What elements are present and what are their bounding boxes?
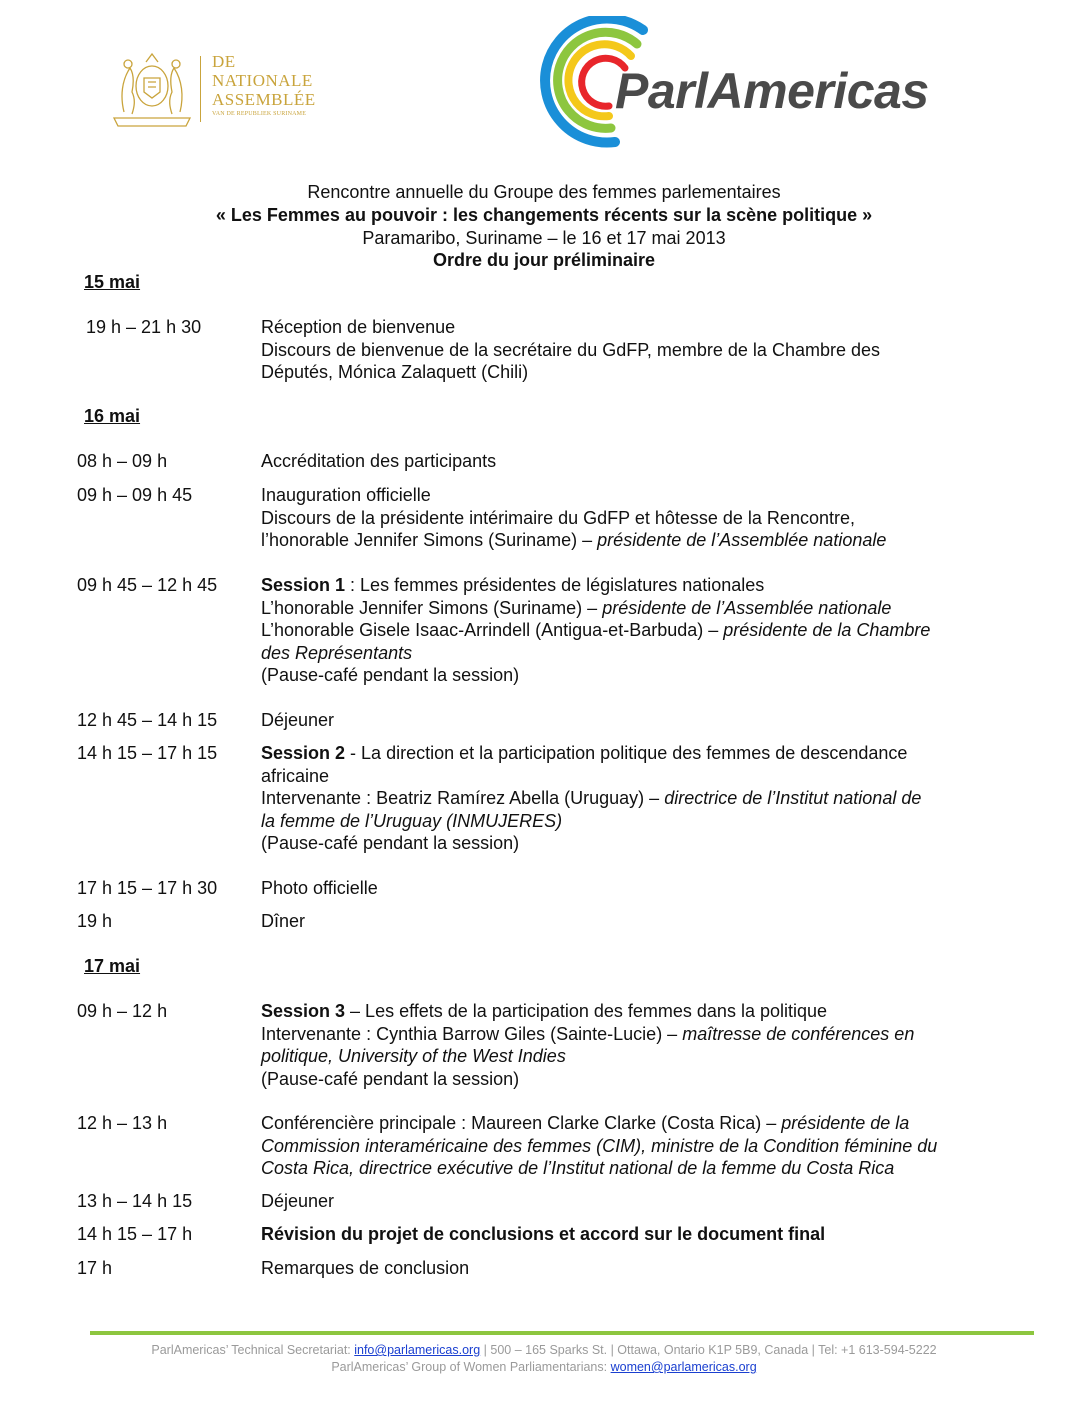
logo-divider — [200, 56, 201, 122]
agenda-description — [261, 484, 1001, 552]
agenda-line — [261, 765, 1001, 788]
agenda-description — [261, 1000, 1001, 1090]
agenda-text: – Les effets de la participation des femmes dans la politique — [345, 1001, 828, 1021]
agenda-text: (Pause-café pendant la session) — [261, 665, 520, 685]
agenda-description — [261, 910, 1001, 933]
agenda-line — [261, 1257, 1001, 1280]
footer-secretariat — [0, 1343, 1088, 1357]
agenda-text: - La direction et la participation politique des femmes de descendance — [345, 743, 908, 763]
event-theme: « Les Femmes au pouvoir : les changements récents sur la scène politique » — [215, 205, 873, 225]
agenda-line — [261, 1223, 1001, 1246]
agenda-line — [261, 832, 1001, 855]
agenda-text: des Représentants — [261, 642, 413, 663]
agenda-line — [261, 597, 1001, 620]
national-assembly-logo — [110, 52, 330, 128]
agenda-description — [261, 316, 1001, 384]
agenda-text: Costa Rica, directrice exécutive de l’Institut national de la femme du Costa Rica — [261, 1158, 895, 1178]
agenda-text: Déjeuner — [261, 710, 335, 730]
parlamericas-logo — [515, 16, 985, 148]
agenda-description — [261, 1112, 1001, 1180]
agenda-description — [261, 1257, 1001, 1280]
agenda-text: présidente de la — [781, 1113, 910, 1133]
agenda-text: présidente de l’Assemblée nationale — [597, 530, 887, 550]
footer-rule — [90, 1331, 1034, 1335]
agenda-time: 17 h 15 – 17 h 30 — [77, 878, 218, 898]
agenda-line — [261, 1190, 1001, 1213]
agenda-line — [261, 910, 1001, 933]
agenda-description — [261, 574, 1001, 687]
agenda-time: 19 h – 21 h 30 — [86, 317, 202, 337]
assembly-line-1: DE — [212, 52, 236, 71]
agenda-line — [261, 1135, 1001, 1158]
agenda-time: 09 h 45 – 12 h 45 — [77, 575, 218, 595]
footer-women-group-label: ParlAmericas’ Group of Women Parliamentarians: — [331, 1360, 611, 1374]
footer-secretariat-label: ParlAmericas’ Technical Secretariat: — [151, 1343, 355, 1357]
agenda-text: Commission interaméricaine des femmes (CIM), ministre de la Condition féminine du — [261, 1135, 938, 1156]
agenda-line — [261, 574, 1001, 597]
assembly-line-4: VAN DE REPUBLIEK SURINAME — [212, 111, 307, 117]
agenda-text: Session 1 — [261, 575, 346, 595]
agenda-line — [261, 742, 1001, 765]
agenda-text: Intervenante : Beatriz Ramírez Abella (Uruguay) – — [261, 788, 665, 808]
agenda-text: Réception de bienvenue — [261, 317, 456, 337]
agenda-text: Inauguration officielle — [261, 485, 431, 505]
agenda-text: (Pause-café pendant la session) — [261, 833, 520, 853]
agenda-text: L’honorable Jennifer Simons (Suriname) – — [261, 597, 603, 618]
agenda-text: Photo officielle — [261, 878, 378, 898]
assembly-line-2: NATIONALE — [212, 71, 313, 90]
agenda-heading: Ordre du jour préliminaire — [432, 250, 656, 270]
agenda-text: Conférencière principale : Maureen Clarke Clarke (Costa Rica) – — [261, 1113, 782, 1133]
agenda-time: 09 h – 09 h 45 — [77, 485, 193, 505]
agenda-line — [261, 1023, 1001, 1046]
agenda-text: Session 2 — [261, 743, 346, 763]
agenda-line — [261, 787, 1001, 810]
day-heading: 15 mai — [84, 272, 141, 292]
agenda-text: Dîner — [261, 911, 306, 931]
footer-address: | 500 – 165 Sparks St. | Ottawa, Ontario K1P 5B9, Canada | Tel: +1 613-594-5222 — [480, 1343, 937, 1357]
agenda-description — [261, 877, 1001, 900]
agenda-text: Accréditation des participants — [261, 451, 497, 471]
agenda-description — [261, 742, 1001, 855]
agenda-text: Révision du projet de conclusions et accord sur le document final — [261, 1224, 826, 1244]
agenda-line — [261, 1157, 1001, 1180]
agenda-time: 09 h – 12 h — [77, 1001, 168, 1021]
agenda-text: présidente de l’Assemblée nationale — [602, 597, 892, 618]
agenda-description — [261, 1223, 1001, 1246]
agenda-text: Remarques de conclusion — [261, 1258, 470, 1278]
agenda-time: 08 h – 09 h — [77, 451, 168, 471]
agenda-line — [261, 642, 1001, 665]
footer-women-group — [0, 1360, 1088, 1374]
agenda-text: la femme de l’Uruguay (INMUJERES) — [261, 810, 563, 831]
agenda-line — [261, 1112, 1001, 1135]
agenda-description — [261, 1190, 1001, 1213]
agenda-time: 19 h — [77, 911, 113, 931]
agenda-time: 12 h – 13 h — [77, 1113, 168, 1133]
agenda-text: Intervenante : Cynthia Barrow Giles (Sainte-Lucie) – — [261, 1023, 683, 1044]
agenda-line — [261, 810, 1001, 833]
agenda-text: l’honorable Jennifer Simons (Suriname) – — [261, 530, 598, 550]
agenda-time: 14 h 15 – 17 h 15 — [77, 743, 218, 763]
national-assembly-wordmark — [212, 52, 316, 119]
agenda-text: maîtresse de conférences en — [682, 1023, 915, 1044]
assembly-line-3: ASSEMBLÉE — [212, 90, 316, 109]
agenda-text: politique, University of the West Indies — [261, 1046, 566, 1066]
event-title: Rencontre annuelle du Groupe des femmes parlementaires — [307, 182, 781, 202]
agenda-description — [261, 450, 1001, 473]
agenda-text: Déjeuner — [261, 1191, 335, 1211]
agenda-line — [261, 709, 1001, 732]
agenda-text: présidente de la Chambre — [723, 620, 931, 640]
agenda-time: 13 h – 14 h 15 — [77, 1191, 193, 1211]
agenda-text: africaine — [261, 765, 330, 786]
event-location-date: Paramaribo, Suriname – le 16 et 17 mai 2013 — [362, 228, 726, 248]
footer-info-email-link[interactable]: info@parlamericas.org — [354, 1343, 481, 1357]
agenda-line — [261, 507, 1001, 530]
agenda-text: Session 3 — [261, 1001, 346, 1021]
agenda-line — [261, 361, 1001, 384]
agenda-line — [261, 484, 1001, 507]
agenda-line — [261, 1068, 1001, 1091]
agenda-time: 14 h 15 – 17 h — [77, 1224, 193, 1244]
agenda-line — [261, 339, 1001, 362]
agenda-text: : Les femmes présidentes de législatures nationales — [345, 575, 765, 595]
agenda-line — [261, 664, 1001, 687]
agenda-line — [261, 1000, 1001, 1023]
agenda-line — [261, 1045, 1001, 1068]
agenda-text: directrice de l’Institut national de — [664, 788, 922, 808]
parlamericas-wordmark: ParlAmericas — [615, 63, 929, 119]
agenda-text: Discours de bienvenue de la secrétaire du GdFP, membre de la Chambre des — [261, 339, 880, 360]
agenda-text: Discours de la présidente intérimaire du GdFP et hôtesse de la Rencontre, — [261, 507, 855, 528]
day-heading: 17 mai — [84, 956, 141, 976]
agenda-line — [261, 450, 1001, 473]
agenda-line — [261, 529, 1001, 552]
agenda-text: L’honorable Gisele Isaac-Arrindell (Antigua-et-Barbuda) – — [261, 620, 724, 640]
agenda-text: Députés, Mónica Zalaquett (Chili) — [261, 362, 529, 382]
agenda-line — [261, 316, 1001, 339]
day-heading: 16 mai — [84, 406, 141, 426]
agenda-line — [261, 877, 1001, 900]
suriname-coat-of-arms-icon — [110, 52, 194, 128]
agenda-time: 12 h 45 – 14 h 15 — [77, 710, 218, 730]
agenda-time: 17 h — [77, 1258, 113, 1278]
agenda-description — [261, 709, 1001, 732]
footer-women-email-link[interactable]: women@parlamericas.org — [610, 1360, 757, 1374]
agenda-line — [261, 619, 1001, 642]
agenda-text: (Pause-café pendant la session) — [261, 1068, 520, 1089]
